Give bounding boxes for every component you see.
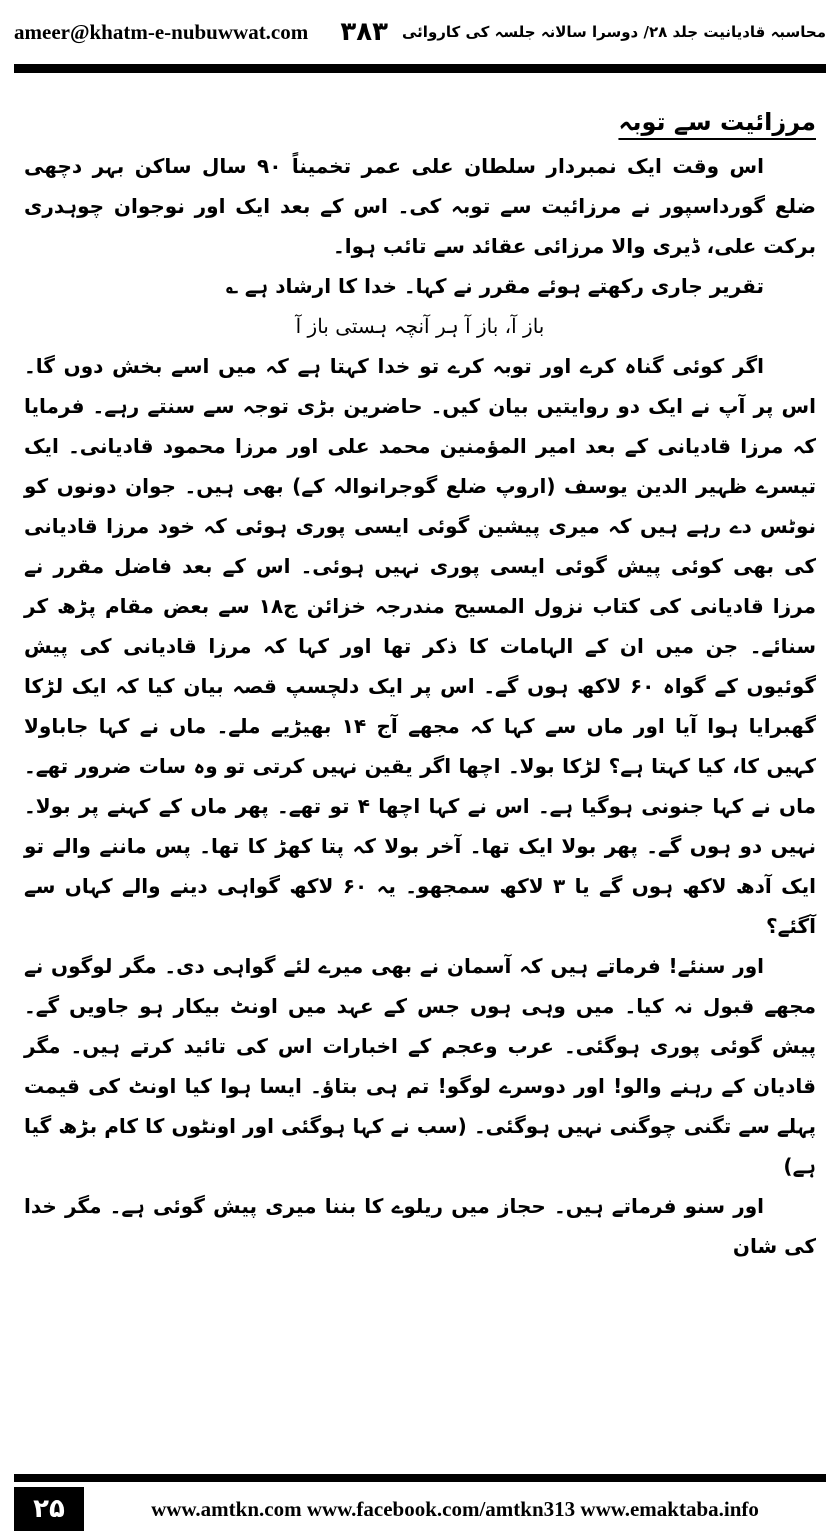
header-page-number: ۳۸۳ <box>340 17 388 47</box>
page-header <box>14 8 826 56</box>
header-rule <box>14 64 826 73</box>
footer-rule <box>14 1474 826 1482</box>
header-right <box>340 17 826 47</box>
paragraph: اس وقت ایک نمبردار سلطان علی عمر تخمیناً ۹۰ سال ساکن بہر دچھی ضلع گورداسپور نے مرزائیت سے توبہ کی۔ اس کے بعد ایک اور نوجوان چوہدری برکت علی، ڈیری والا مرزائی عقائد سے تائب ہوا۔ <box>24 154 816 258</box>
footer-page-number: ۲۵ <box>14 1487 84 1531</box>
paragraph: اور سنو فرماتے ہیں۔ حجاز میں ریلوے کا بننا میری پیش گوئی ہے۔ مگر خدا کی شان <box>24 1194 816 1258</box>
page-content <box>24 100 816 1266</box>
header-email: ameer@khatm-e-nubuwwat.com <box>14 19 309 44</box>
paragraph-list <box>24 146 816 1266</box>
verse-line: باز آ، باز آ ہر آنچہ ہستی باز آ <box>295 314 545 338</box>
footer-links[interactable]: www.amtkn.com www.facebook.com/amtkn313 www.emaktaba.info <box>151 1496 759 1521</box>
header-book-title: محاسبہ قادیانیت جلد ۲۸/ دوسرا سالانہ جلسہ کی کاروائی <box>402 23 826 41</box>
paragraph: اگر کوئی گناہ کرے اور توبہ کرے تو خدا کہتا ہے کہ میں اسے بخش دوں گا۔ اس پر آپ نے ایک دو روایتیں بیان کیں۔ حاضرین بڑی توجہ سے سنتے رہے۔ فرمایا کہ مرزا قادیانی کے بعد امیر المؤمنین محمد علی اور مرزا محمود قادیانی۔ ایک تیسرے ظہیر الدین یوسف (اروپ ضلع گوجرانوالہ کے) بھی ہیں۔ جوان دونوں کو نوٹس دے رہے ہیں کہ میری پیشین گوئی ایسی پوری ہوئی کہ خود مرزا قادیانی کی بھی کوئی پیش گوئی ایسی پوری نہیں ہوئی۔ اس کے بعد فاضل مقرر نے مرزا قادیانی کی کتاب نزول المسیح مندرجہ خزائن ج۱۸ سے بعض مقام پڑھ کر سنائے۔ جن میں ان کے الہامات کا ذکر تھا اور کہا کہ مرزا قادیانی کی پیش گوئیوں کے گواہ ۶۰ لاکھ ہوں گے۔ اس پر ایک دلچسپ قصہ بیان کیا کہ ایک لڑکا گھبرایا ہوا آیا اور ماں سے کہا کہ مجھے آج ۱۴ بھیڑیے ملے۔ ماں نے کہا جاباولا کہیں کا، کیا کہتا ہے؟ لڑکا بولا۔ اچھا اگر یقین نہیں کرتی تو وہ سات ضرور تھے۔ ماں نے کہا جنونی ہوگیا ہے۔ اس نے کہا اچھا ۴ تو تھے۔ پھر ماں کے کہنے پر بولا۔ نہیں دو ہوں گے۔ پھر بولا ایک تھا۔ آخر بولا کہ پتا کھڑ کا تھا۔ پس ماننے والے تو ایک آدھ لاکھ ہوں گے یا ۳ لاکھ سمجھو۔ یہ ۶۰ لاکھ گواہی دینے والے کہاں سے آگئے؟ <box>24 354 817 938</box>
paragraph: تقریر جاری رکھتے ہوئے مقرر نے کہا۔ خدا کا ارشاد ہے ؎ <box>226 274 764 298</box>
paragraph: اور سنئے! فرماتے ہیں کہ آسمان نے بھی میرے لئے گواہی دی۔ مگر لوگوں نے مجھے قبول نہ کیا۔ میں وہی ہوں جس کے عہد میں اونٹ بیکار ہو جاویں گے۔ پیش گوئی پوری ہوگئی۔ عرب وعجم کے اخبارات اس کی تائید کرتے ہیں۔ مگر قادیان کے رہنے والو! اور دوسرے لوگو! تم ہی بتاؤ۔ ایسا ہوا کیا اونٹ کی قیمت پہلے سے تگنی چوگنی نہیں ہوگئی۔ (سب نے کہا ہوگئی اور اونٹوں کا کام بڑھ گیا ہے) <box>24 954 817 1178</box>
section-heading: مرزائیت سے توبہ <box>618 108 816 136</box>
page-footer <box>14 1486 826 1532</box>
